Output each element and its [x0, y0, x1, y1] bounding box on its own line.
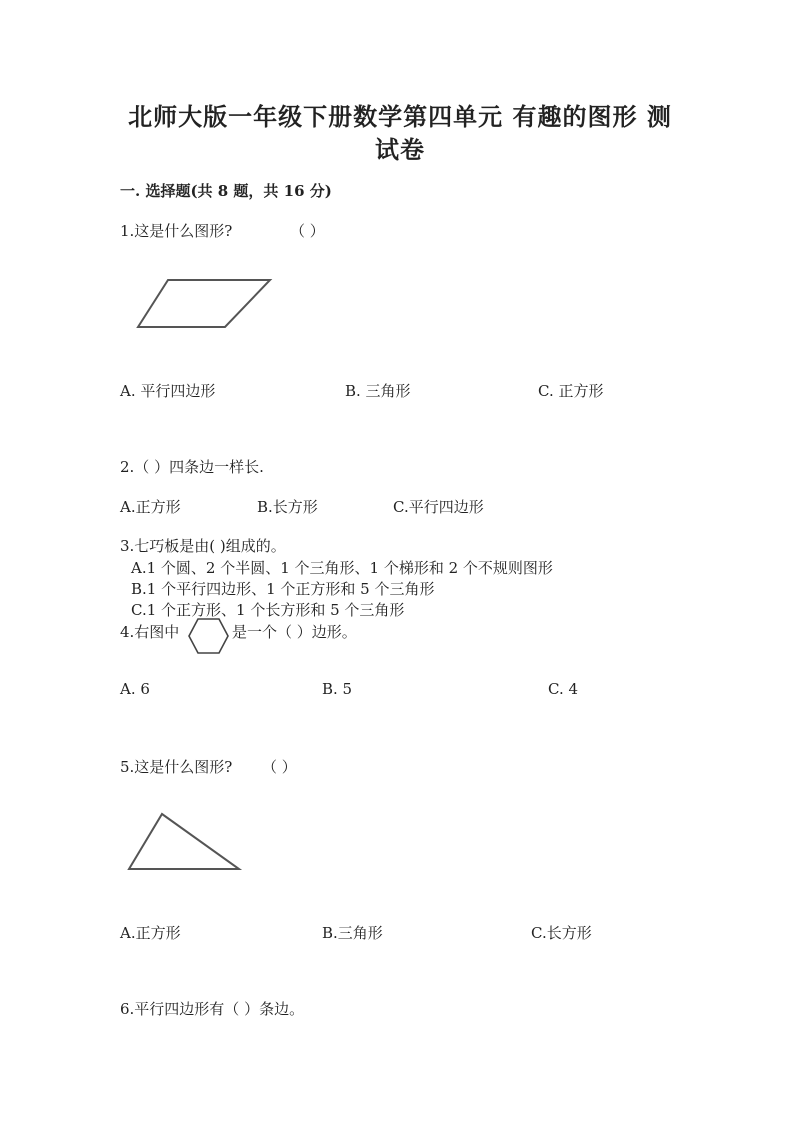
question-1-answer-blank: （ ）	[290, 222, 325, 240]
question-4-option-c[interactable]: C. 4	[548, 680, 579, 698]
question-5-answer-blank: （ ）	[262, 758, 297, 776]
triangle-figure	[125, 810, 245, 875]
page-title-line-2: 试卷	[375, 135, 425, 164]
question-3-option-b[interactable]: B.1 个平行四边形、1 个正方形和 5 个三角形	[131, 580, 435, 598]
question-1-text: 1.这是什么图形?	[120, 222, 233, 240]
question-3-option-a[interactable]: A.1 个圆、2 个半圆、1 个三角形、1 个梯形和 2 个不规则图形	[131, 559, 553, 577]
question-1-option-b[interactable]: B. 三角形	[345, 382, 411, 400]
question-5-option-c[interactable]: C.长方形	[531, 924, 592, 942]
question-2-option-b[interactable]: B.长方形	[257, 498, 318, 516]
question-4-option-b[interactable]: B. 5	[322, 680, 353, 698]
section-heading: 一. 选择题(共 8 题，共 16 分)	[120, 182, 332, 200]
question-4-text-after: 是一个（ ）边形。	[232, 623, 357, 641]
question-4-option-a[interactable]: A. 6	[120, 680, 150, 698]
question-3-option-c[interactable]: C.1 个正方形、1 个长方形和 5 个三角形	[131, 601, 405, 619]
page-title-line-1: 北师大版一年级下册数学第四单元 有趣的图形 测	[128, 102, 672, 131]
question-2-option-c[interactable]: C.平行四边形	[393, 498, 484, 516]
question-5-text: 5.这是什么图形?	[120, 758, 233, 776]
parallelogram-figure	[130, 275, 280, 335]
question-5-option-a[interactable]: A.正方形	[120, 924, 181, 942]
question-3-text: 3.七巧板是由( )组成的。	[120, 537, 286, 555]
question-1-option-a[interactable]: A. 平行四边形	[120, 382, 216, 400]
hexagon-figure	[188, 617, 230, 657]
question-1-option-c[interactable]: C. 正方形	[538, 382, 604, 400]
question-4-text-before: 4.右图中	[120, 623, 180, 641]
question-6-text: 6.平行四边形有（ ）条边。	[120, 1000, 305, 1018]
question-5-option-b[interactable]: B.三角形	[322, 924, 383, 942]
question-2-text: 2.（ ）四条边一样长.	[120, 458, 264, 476]
question-2-option-a[interactable]: A.正方形	[120, 498, 181, 516]
